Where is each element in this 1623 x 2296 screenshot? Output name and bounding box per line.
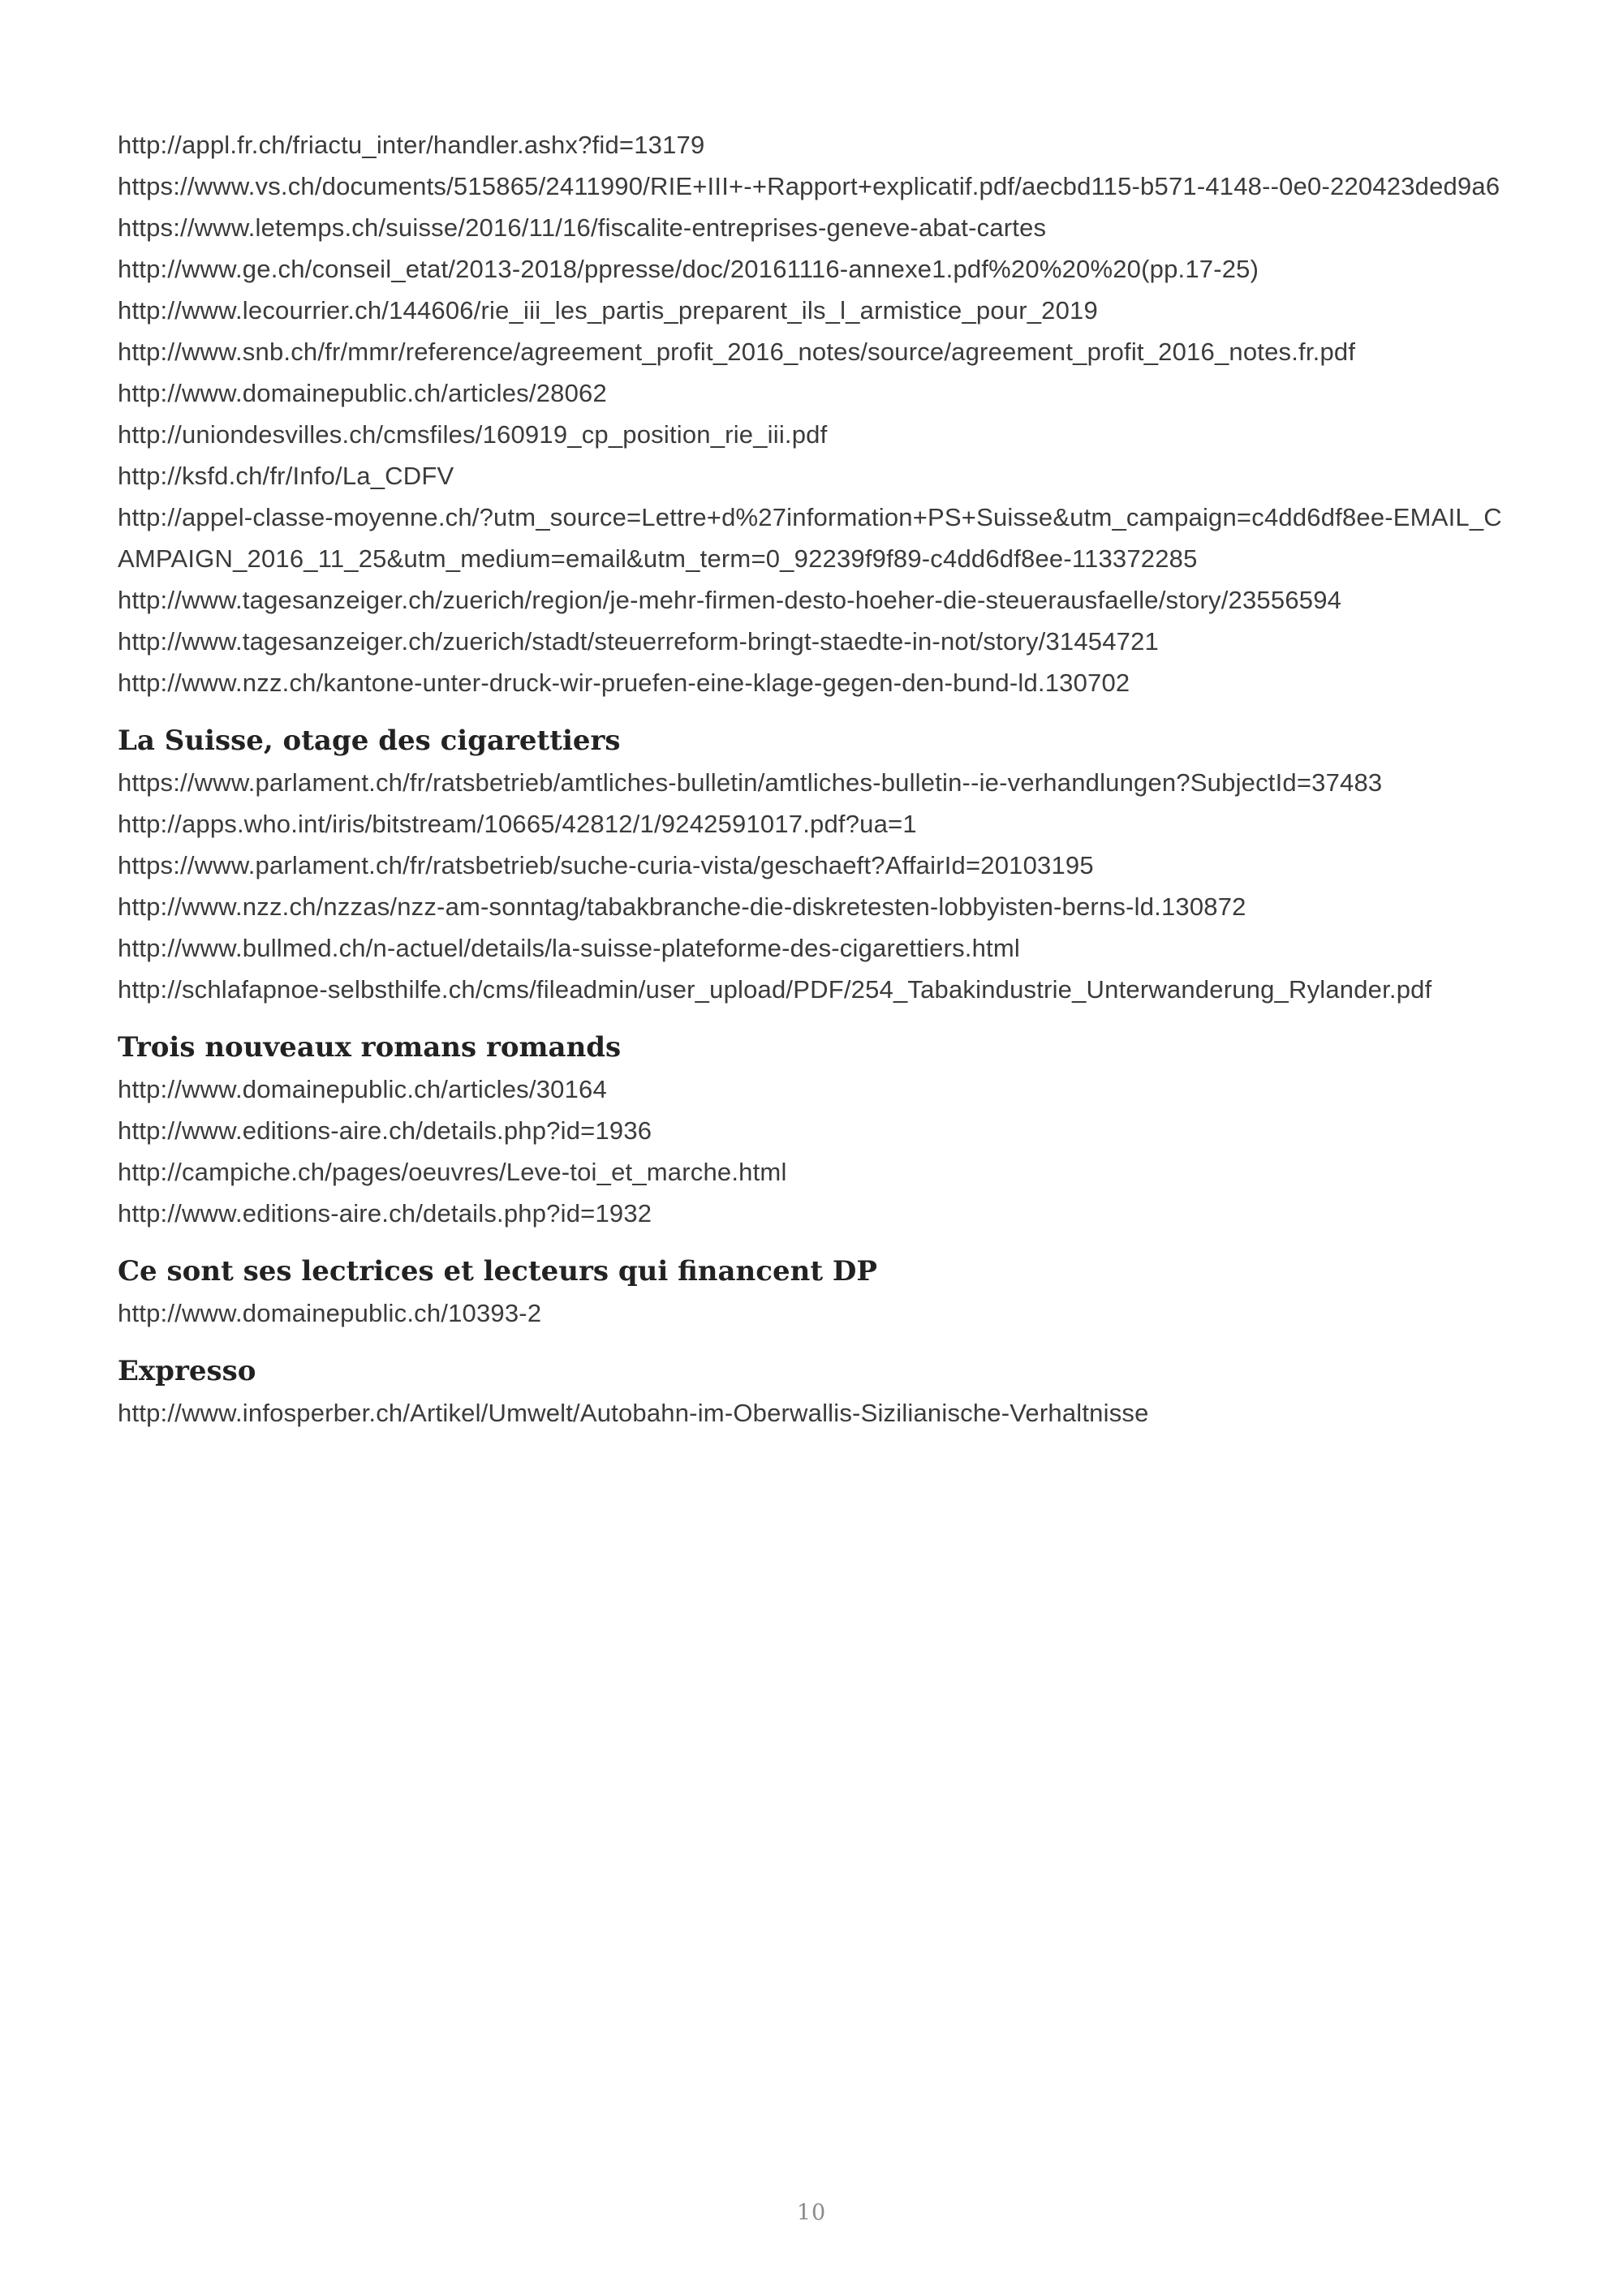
page-content xyxy=(118,124,1513,1434)
reference-link[interactable]: http://www.domainepublic.ch/articles/28062 xyxy=(118,379,607,407)
reference-link[interactable]: http://campiche.ch/pages/oeuvres/Leve-toi_et_marche.html xyxy=(118,1158,787,1186)
reference-link[interactable]: http://www.tagesanzeiger.ch/zuerich/region/je-mehr-firmen-desto-hoeher-die-steuerausfaelle/story/23556594 xyxy=(118,586,1342,614)
reference-link[interactable]: http://ksfd.ch/fr/Info/La_CDFV xyxy=(118,462,454,490)
reference-link[interactable]: https://www.letemps.ch/suisse/2016/11/16/fiscalite-entreprises-geneve-abat-cartes xyxy=(118,213,1047,242)
reference-link[interactable]: http://appl.fr.ch/friactu_inter/handler.ashx?fid=13179 xyxy=(118,131,705,159)
reference-link[interactable]: http://www.snb.ch/fr/mmr/reference/agreement_profit_2016_notes/source/agreement_profit_2016_notes.fr.pdf xyxy=(118,338,1356,366)
reference-link[interactable]: http://www.nzz.ch/nzzas/nzz-am-sonntag/tabakbranche-die-diskretesten-lobbyisten-berns-ld.130872 xyxy=(118,892,1246,921)
reference-link[interactable]: https://www.parlament.ch/fr/ratsbetrieb/suche-curia-vista/geschaeft?AffairId=20103195 xyxy=(118,851,1094,879)
reference-link[interactable]: http://www.editions-aire.ch/details.php?id=1936 xyxy=(118,1116,652,1145)
section-heading: La Suisse, otage des cigarettiers xyxy=(118,724,621,757)
section-romans-romands xyxy=(118,1026,1513,1234)
reference-link[interactable]: http://www.lecourrier.ch/144606/rie_iii_les_partis_preparent_ils_l_armistice_pour_2019 xyxy=(118,296,1098,325)
reference-link[interactable]: http://uniondesvilles.ch/cmsfiles/160919_cp_position_rie_iii.pdf xyxy=(118,420,828,449)
reference-link[interactable]: http://www.domainepublic.ch/articles/30164 xyxy=(118,1075,607,1103)
reference-link[interactable]: http://schlafapnoe-selbsthilfe.ch/cms/fileadmin/user_upload/PDF/254_Tabakindustrie_Unterwanderung_Rylander.pdf xyxy=(118,975,1432,1004)
reference-link[interactable]: http://www.domainepublic.ch/10393-2 xyxy=(118,1299,542,1327)
reference-link[interactable]: http://www.nzz.ch/kantone-unter-druck-wir-pruefen-eine-klage-gegen-den-bund-ld.130702 xyxy=(118,669,1130,697)
section-financement-dp xyxy=(118,1250,1513,1334)
section-heading: Trois nouveaux romans romands xyxy=(118,1031,622,1064)
section-cigarettiers xyxy=(118,720,1513,1010)
reference-link[interactable]: http://apps.who.int/iris/bitstream/10665/42812/1/9242591017.pdf?ua=1 xyxy=(118,810,917,838)
reference-link[interactable]: https://www.vs.ch/documents/515865/2411990/RIE+III+-+Rapport+explicatif.pdf/aecbd115-b571-4148--0e0-220423ded9a6 xyxy=(118,172,1500,200)
reference-links-list xyxy=(118,124,1513,703)
reference-link[interactable]: http://www.infosperber.ch/Artikel/Umwelt/Autobahn-im-Oberwallis-Sizilianische-Verhaltnisse xyxy=(118,1399,1149,1427)
section-expresso xyxy=(118,1350,1513,1434)
reference-link[interactable]: https://www.parlament.ch/fr/ratsbetrieb/amtliches-bulletin/amtliches-bulletin--ie-verhandlungen?SubjectId=37483 xyxy=(118,768,1383,797)
reference-link[interactable]: http://www.ge.ch/conseil_etat/2013-2018/ppresse/doc/20161116-annexe1.pdf%20%20%20(pp.17-25) xyxy=(118,255,1259,283)
reference-link[interactable]: http://www.tagesanzeiger.ch/zuerich/stadt/steuerreform-bringt-staedte-in-not/story/31454721 xyxy=(118,627,1159,656)
reference-link[interactable]: http://www.editions-aire.ch/details.php?id=1932 xyxy=(118,1199,652,1228)
reference-link[interactable]: http://appel-classe-moyenne.ch/?utm_source=Lettre+d%27information+PS+Suisse&utm_campaign=c4dd6df8ee-EMAIL_CAMPAIGN_2016_11_25&utm_medium=email&utm_term=0_92239f9f89-c4dd6df8ee-113372285 xyxy=(118,503,1502,573)
reference-link[interactable]: http://www.bullmed.ch/n-actuel/details/la-suisse-plateforme-des-cigarettiers.html xyxy=(118,934,1020,962)
page-number: 10 xyxy=(796,2200,827,2225)
section-heading: Expresso xyxy=(118,1355,256,1387)
section-heading: Ce sont ses lectrices et lecteurs qui financent DP xyxy=(118,1255,877,1288)
